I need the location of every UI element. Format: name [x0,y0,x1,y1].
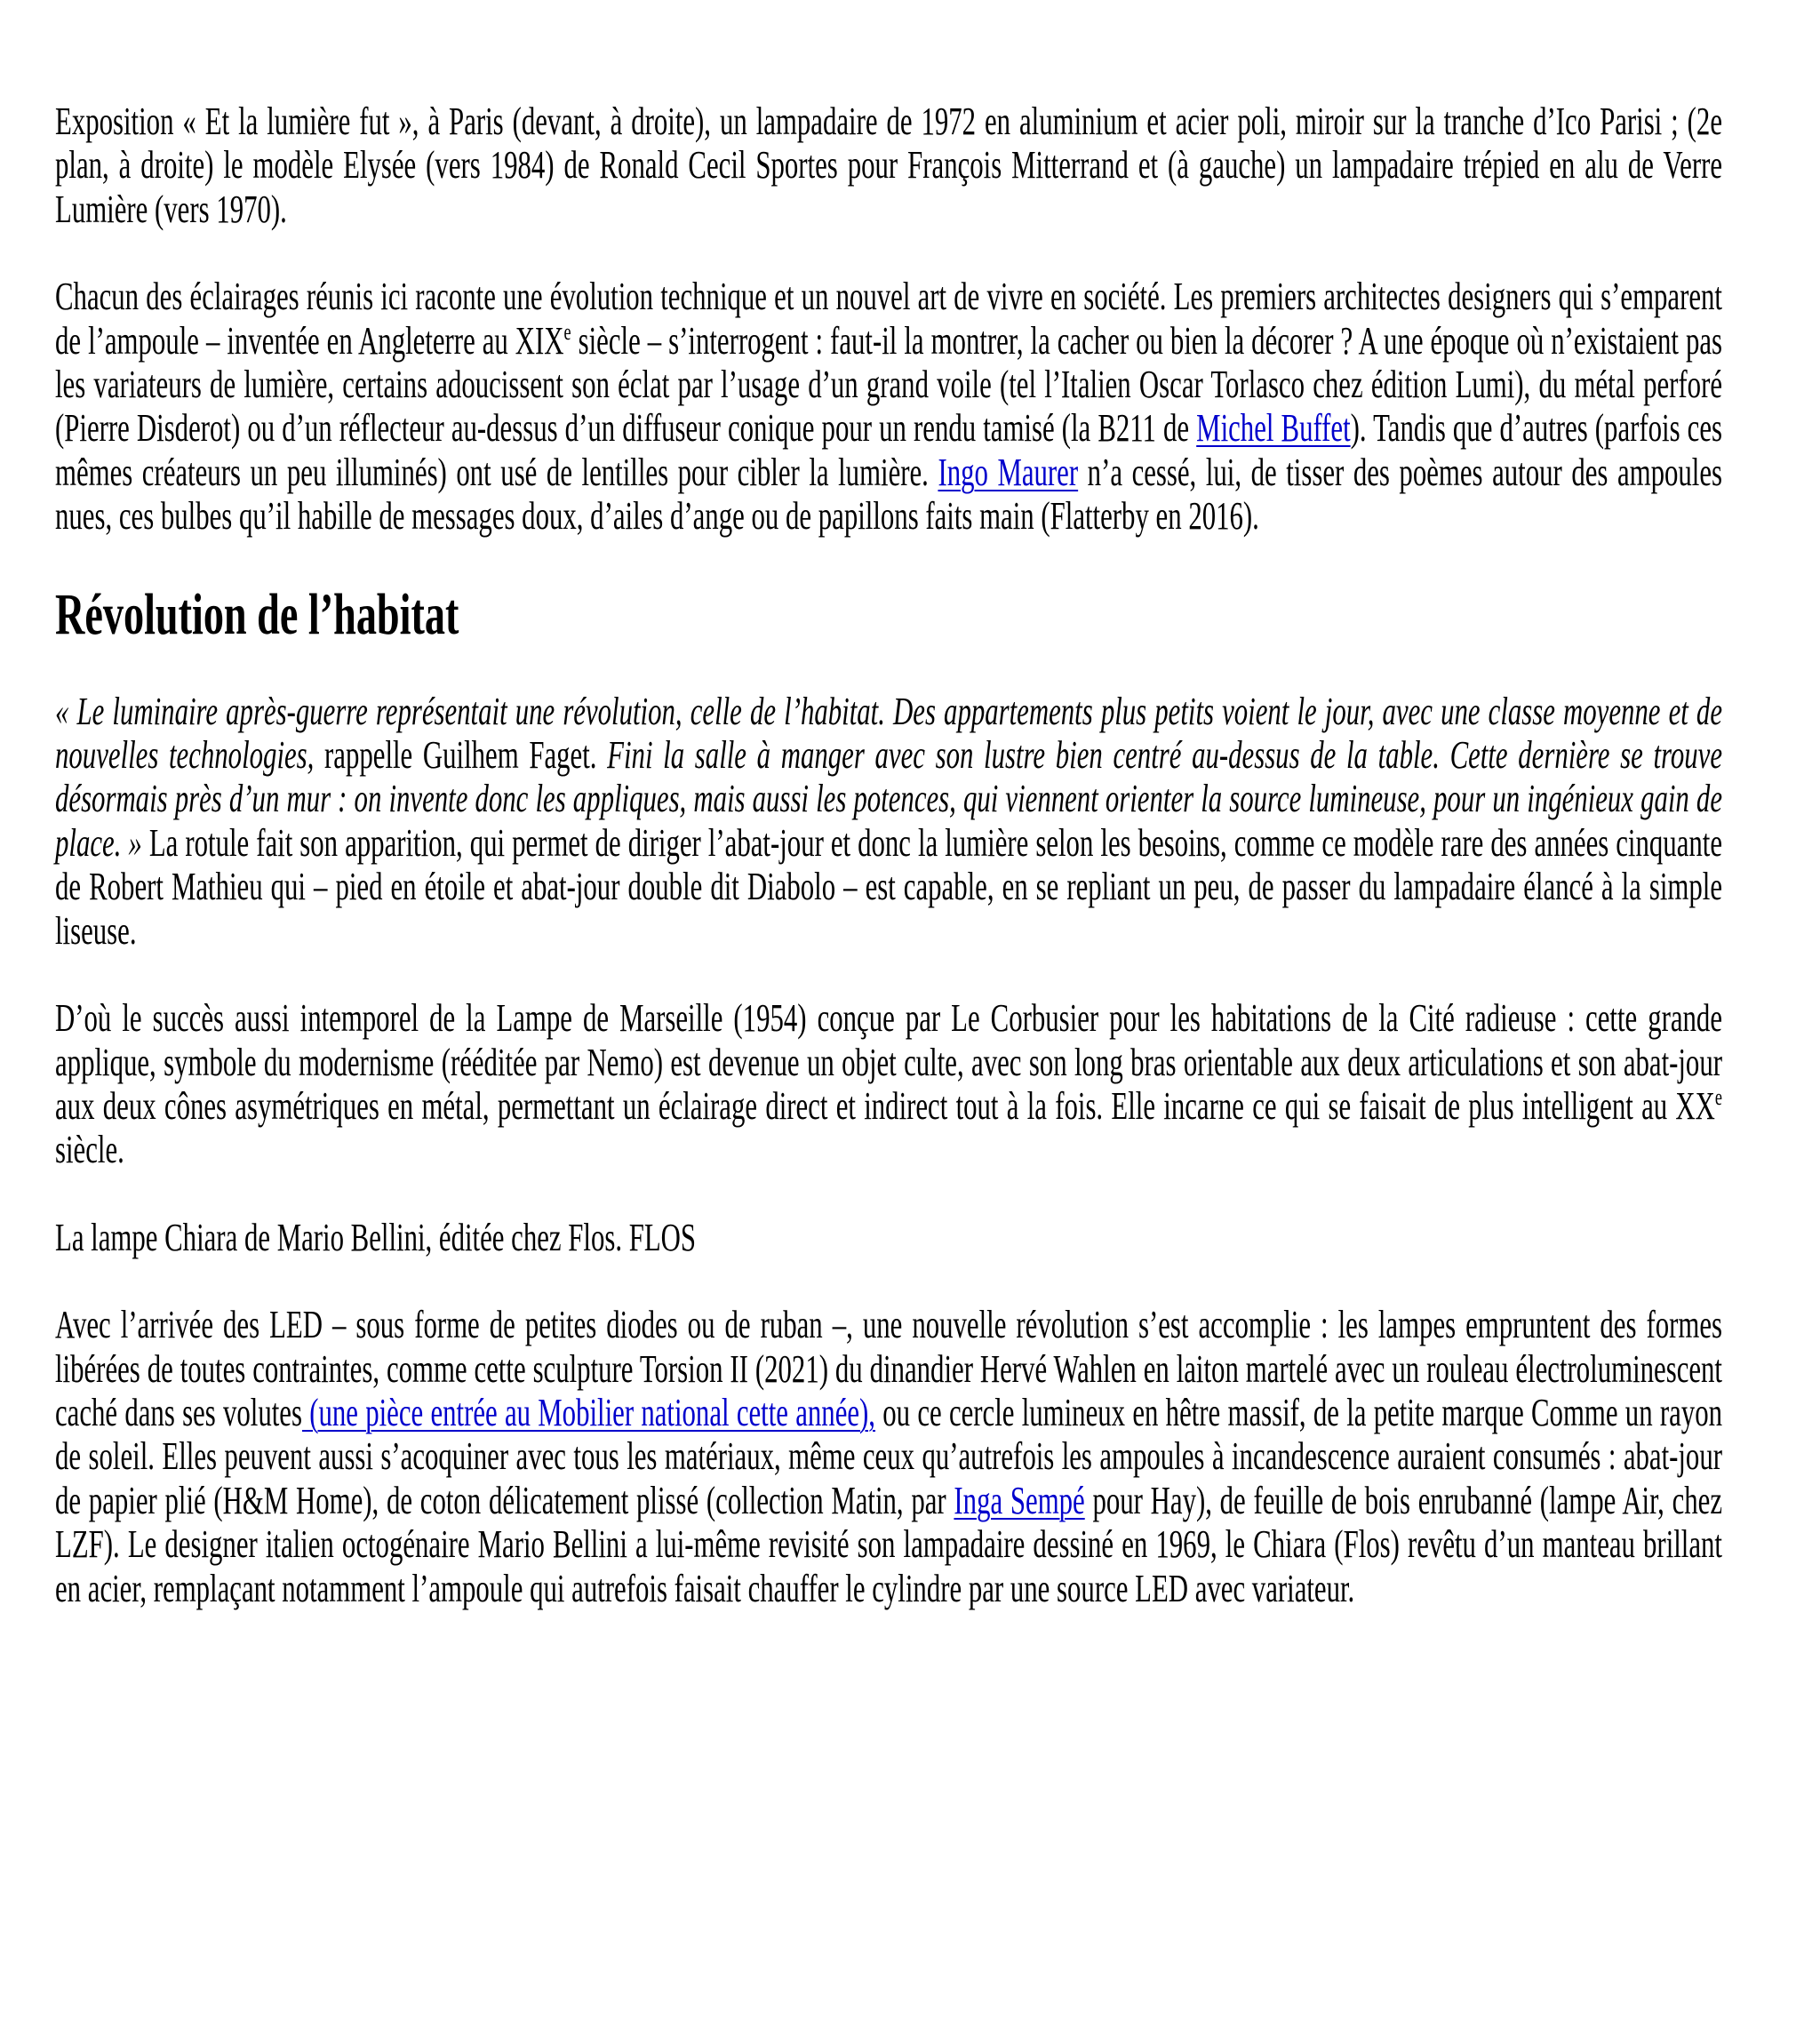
paragraph-text: La rotule fait son apparition, qui permet de diriger l’abat-jour et donc la lumière selon les besoins, comme ce modèle rare des années cinquante de Robert Mathieu qui – pied en étoile et abat-jour double dit Diabolo – est capable, en se repliant un peu, de passer du lampadaire élancé à la simple liseuse. [55,820,1723,953]
paragraph-text: Avec l’arrivée des LED – sous forme de petites diodes ou de ruban –, une nouvelle révolution s’est accomplie : les lampes empruntent des formes libérées de toutes contraintes, comme cette sculpture Torsion II (2021) du dinandier Hervé Wahlen en laiton martelé avec un rouleau électroluminescent caché dans ses volutes [55,1303,1722,1434]
link-inga-sempe[interactable]: Inga Sempé [954,1478,1085,1522]
paragraph-led [55,1303,1722,1610]
section-heading: Révolution de l’habitat [55,581,459,647]
link-ingo-maurer[interactable]: Ingo Maurer [938,450,1079,494]
quote-text: « Le luminaire après-guerre représentait une révolution, celle de l’habitat. Des appartements plus petits voient le jour, avec une classe moyenne et de nouvelles technologies, [55,689,1722,778]
paragraph-text: siècle. [55,1128,124,1172]
link-michel-buffet[interactable]: Michel Buffet [1196,406,1351,451]
paragraph-text: n’a cessé, lui, de tisser des poèmes autour des ampoules nues, ces bulbes qu’il habille de messages doux, d’ailes d’ange ou de papillons faits main (Flatterby en 2016). [55,450,1722,539]
paragraph-text: ). Tandis que d’autres (parfois ces mêmes créateurs un peu illuminés) ont usé de lentilles pour cibler la lumière. [55,406,1722,494]
photo-caption-exposition: Exposition « Et la lumière fut », à Paris (devant, à droite), un lampadaire de 1972 en aluminium et acier poli, miroir sur la tranche d’Ico Parisi ; (2e plan, à droite) le modèle Elysée (vers 1984) de Ronald Cecil Sportes pour François Mitterrand et (à gauche) un lampadaire trépied en alu de Verre Lumière (vers 1970). [55,100,1722,231]
paragraph-text: pour Hay), de feuille de bois enrubanné (lampe Air, chez LZF). Le designer italien octogénaire Mario Bellini a lui-même revisité son lampadaire dessiné en 1969, le Chiara (Flos) revêtu d’un manteau brillant en acier, remplaçant notamment l’ampoule qui autrefois faisait chauffer le cylindre par une source LED avec variateur. [55,1478,1722,1610]
quote-text: Fini la salle à manger avec son lustre bien centré au-dessus de la table. Cette dernière se trouve désormais près d’un mur : on invente donc les appliques, mais aussi les potences, qui viennent orienter la source lumineuse, pour un ingénieux gain de place. » [55,733,1723,865]
article-page [55,100,1722,1610]
paragraph-text: D’où le succès aussi intemporel de la Lampe de Marseille (1954) conçue par Le Corbusier pour les habitations de la Cité radieuse : cette grande applique, symbole du modernisme (rééditée par Nemo) est devenue un objet culte, avec son long bras orientable aux deux articulations et son abat-jour aux deux cônes asymétriques en métal, permettant un éclairage direct et indirect tout à la fois. Elle incarne ce qui se faisait de plus intelligent au XX [55,996,1722,1128]
paragraph-text: siècle – s’interrogent : faut-il la montrer, la cacher ou bien la décorer ? A une époque où n’existaient pas les variateurs de lumière, certains adoucissent son éclat par l’usage d’un grand voile (tel l’Italien Oscar Torlasco chez édition Lumi), du métal perforé (Pierre Disderot) ou d’un réflecteur au-dessus d’un diffuseur conique pour un rendu tamisé (la B211 de [55,318,1722,451]
article-body [55,100,1722,1610]
link-mobilier-national[interactable]: (une pièce entrée au Mobilier national cette année), [301,1390,876,1434]
paragraph-text: ou ce cercle lumineux en hêtre massif, de la petite marque Comme un rayon de soleil. Elles peuvent aussi s’acoquiner avec tous les matériaux, même ceux qu’autrefois les ampoules à incandescence auraient consumés : abat-jour de papier plié (H&M Home), de coton délicatement plissé (collection Matin, par [55,1390,1723,1522]
paragraph-eclairages [55,275,1722,538]
paragraph-text: Chacun des éclairages réunis ici raconte une évolution technique et un nouvel art de vivre en société. Les premiers architectes designers qui s’emparent de l’ampoule – inventée en Angleterre au XIX [55,275,1722,363]
superscript: e [1714,1083,1722,1110]
superscript: e [563,318,571,345]
quote-attribution: rappelle Guilhem Faget. [314,733,608,778]
paragraph-habitat-quote [55,690,1722,953]
photo-caption-chiara: La lampe Chiara de Mario Bellini, éditée chez Flos. FLOS [55,1215,697,1259]
paragraph-lampe-marseille [55,996,1722,1172]
